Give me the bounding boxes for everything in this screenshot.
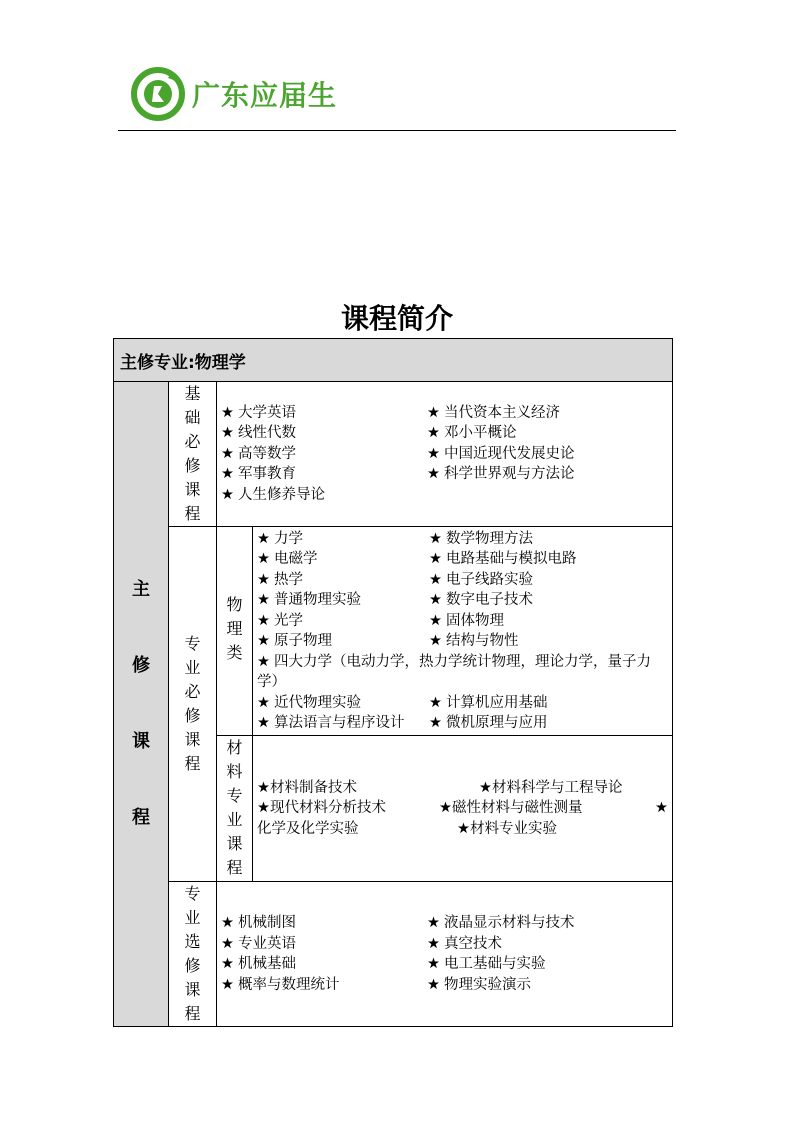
list-item: ★ 电工基础与实验 [427, 956, 546, 972]
list-item: ★ 概率与数理统计 [221, 976, 340, 993]
list-item: ★ 高等数学 [221, 445, 296, 462]
list-item: ★ 算法语言与程序设计 [257, 715, 405, 731]
list-item: ★ 科学世界观与方法论 [427, 466, 575, 483]
list-item: ★ 微机原理与应用 [429, 715, 548, 731]
star-icon: ★ [655, 800, 668, 817]
list-item: ★ 液晶显示材料与技术 [427, 915, 575, 931]
list-item: ★ 计算机应用基础 [429, 694, 548, 711]
document-title: 课程简介 [340, 302, 453, 335]
list-item: ★ 专业英语 [221, 935, 296, 952]
list-item: 化学及化学实验 [257, 820, 359, 837]
list-item: ★材料科学与工程导论 [479, 779, 623, 796]
course-table [113, 338, 673, 1027]
list-item: ★材料制备技术 [257, 779, 357, 796]
materials-course-list [253, 736, 673, 882]
logo-text: 广东应届生 [192, 79, 338, 112]
list-item: ★ 电路基础与模拟电路 [429, 551, 577, 567]
list-item: ★ 机械基础 [221, 956, 296, 972]
list-item: ★ 光学 [257, 612, 303, 629]
materials-category-label: 材 料 专 业 课 程 [217, 736, 253, 882]
list-item: ★ 原子物理 [257, 633, 332, 649]
logo-icon [128, 64, 188, 122]
physics-course-list [253, 527, 673, 736]
main-courses-label: 主 修 课 程 [114, 382, 169, 1027]
list-item: ★ 电子线路实验 [429, 571, 533, 588]
list-item: ★ 力学 [257, 530, 303, 547]
list-item: ★ 人生修养导论 [221, 486, 325, 503]
elective-course-list [217, 882, 673, 1027]
list-item: ★ 军事教育 [221, 466, 296, 483]
list-item: ★ 真空技术 [427, 935, 502, 952]
list-item: ★ 当代资本主义经济 [427, 404, 560, 421]
list-item: ★ 固体物理 [429, 612, 504, 629]
list-item: ★ 数学物理方法 [429, 530, 533, 547]
list-item: ★磁性材料与磁性测量 [439, 800, 583, 817]
list-item: ★ 机械制图 [221, 915, 296, 931]
list-item: ★ 中国近现代发展史论 [427, 445, 575, 462]
list-item: ★ 邓小平概论 [427, 425, 517, 442]
list-item: ★ 结构与物性 [429, 633, 519, 649]
list-item: ★ 近代物理实验 [257, 694, 361, 711]
list-item: ★ 数字电子技术 [429, 592, 533, 608]
list-item: ★ 物理实验演示 [427, 976, 531, 993]
list-item: ★ 大学英语 [221, 404, 296, 421]
list-item: ★现代材料分析技术 [257, 800, 386, 817]
list-item: ★ 热学 [257, 571, 303, 588]
list-item: ★ 线性代数 [221, 425, 296, 442]
list-item: ★ 普通物理实验 [257, 592, 361, 608]
basic-required-label: 基 础 必 修 课 程 [169, 382, 217, 527]
list-item: ★ 四大力学（电动力学，热力学统计物理，理论力学，量子力学） [257, 653, 651, 690]
basic-course-list [217, 382, 673, 527]
physics-category-label: 物 理 类 [217, 527, 253, 736]
major-label: 主修专业:物理学 [114, 339, 673, 382]
professional-required-label: 专 业 必 修 课 程 [169, 527, 217, 882]
list-item: ★ 电磁学 [257, 551, 318, 567]
list-item: ★材料专业实验 [457, 820, 557, 837]
page-header [118, 58, 676, 131]
elective-label: 专 业 选 修 课 程 [169, 882, 217, 1027]
